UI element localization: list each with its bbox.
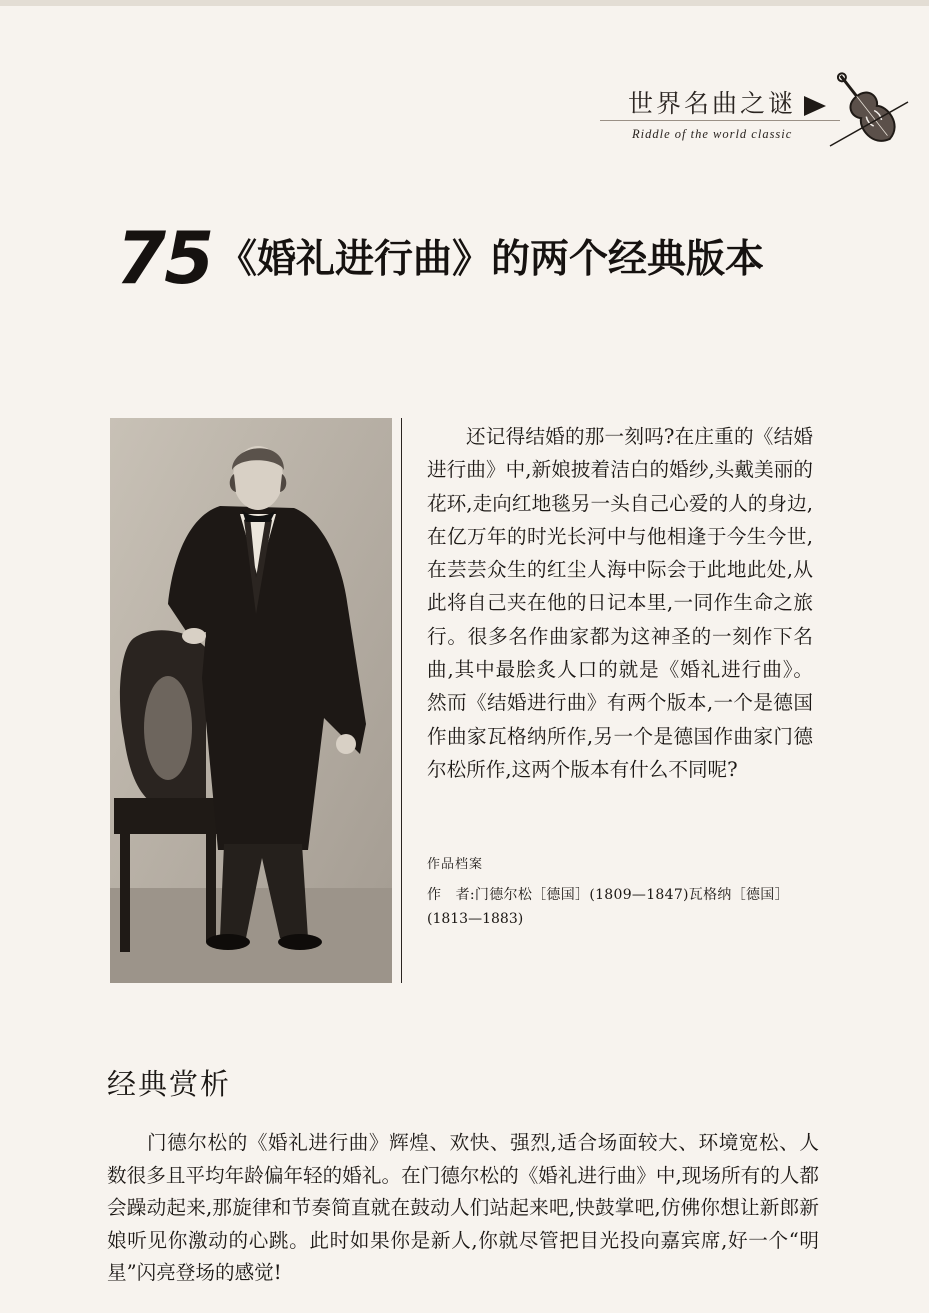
composer-portrait [110, 418, 392, 983]
composer-info-continued: (1813—1883) [427, 911, 524, 927]
section-paragraph: 门德尔松的《婚礼进行曲》辉煌、欢快、强烈,适合场面较大、环境宽松、人数很多且平均年龄偏年轻的婚礼。在门德尔松的《婚礼进行曲》中,现场所有的人都会躁动起来,那旋律和节奏简直就在鼓动人们站起来吧,快鼓掌吧,仿佛你想让新郎新娘听见你激动的心跳。此时如果你是新人,你就尽管把目光投向嘉宾席,好一个“明星”闪亮登场的感觉! [107, 1131, 819, 1284]
portrait-divider [401, 418, 402, 983]
section-heading: 经典赏析 [107, 1067, 232, 1101]
header-rule [600, 120, 840, 121]
violin-icon [826, 62, 912, 162]
composer-info: 作 者:门德尔松［德国］(1809—1847)瓦格纳［德国］ [427, 887, 789, 903]
scan-edge [0, 0, 929, 6]
chapter-number: 75 [116, 216, 213, 300]
header-triangle-icon [804, 96, 826, 116]
chapter-title: 《婚礼进行曲》的两个经典版本 [218, 237, 765, 282]
series-subtitle: Riddle of the world classic [632, 127, 793, 141]
work-profile-label: 作品档案 [427, 857, 484, 872]
intro-paragraph: 还记得结婚的那一刻吗?在庄重的《结婚进行曲》中,新娘披着洁白的婚纱,头戴美丽的花环,走向红地毯另一头自己心爱的人的身边,在亿万年的时光长河中与他相逢于今生今世,在芸芸众生的红尘人海中际会于此地此处,从此将自己夹在他的日记本里,一同作生命之旅行。很多名作曲家都为这神圣的一刻作下名曲,其中最脍炙人口的就是《婚礼进行曲》。然而《结婚进行曲》有两个版本,一个是德国作曲家瓦格纳所作,另一个是德国作曲家门德尔松所作,这两个版本有什么不同呢? [427, 425, 813, 781]
series-title: 世界名曲之谜 [628, 89, 797, 118]
